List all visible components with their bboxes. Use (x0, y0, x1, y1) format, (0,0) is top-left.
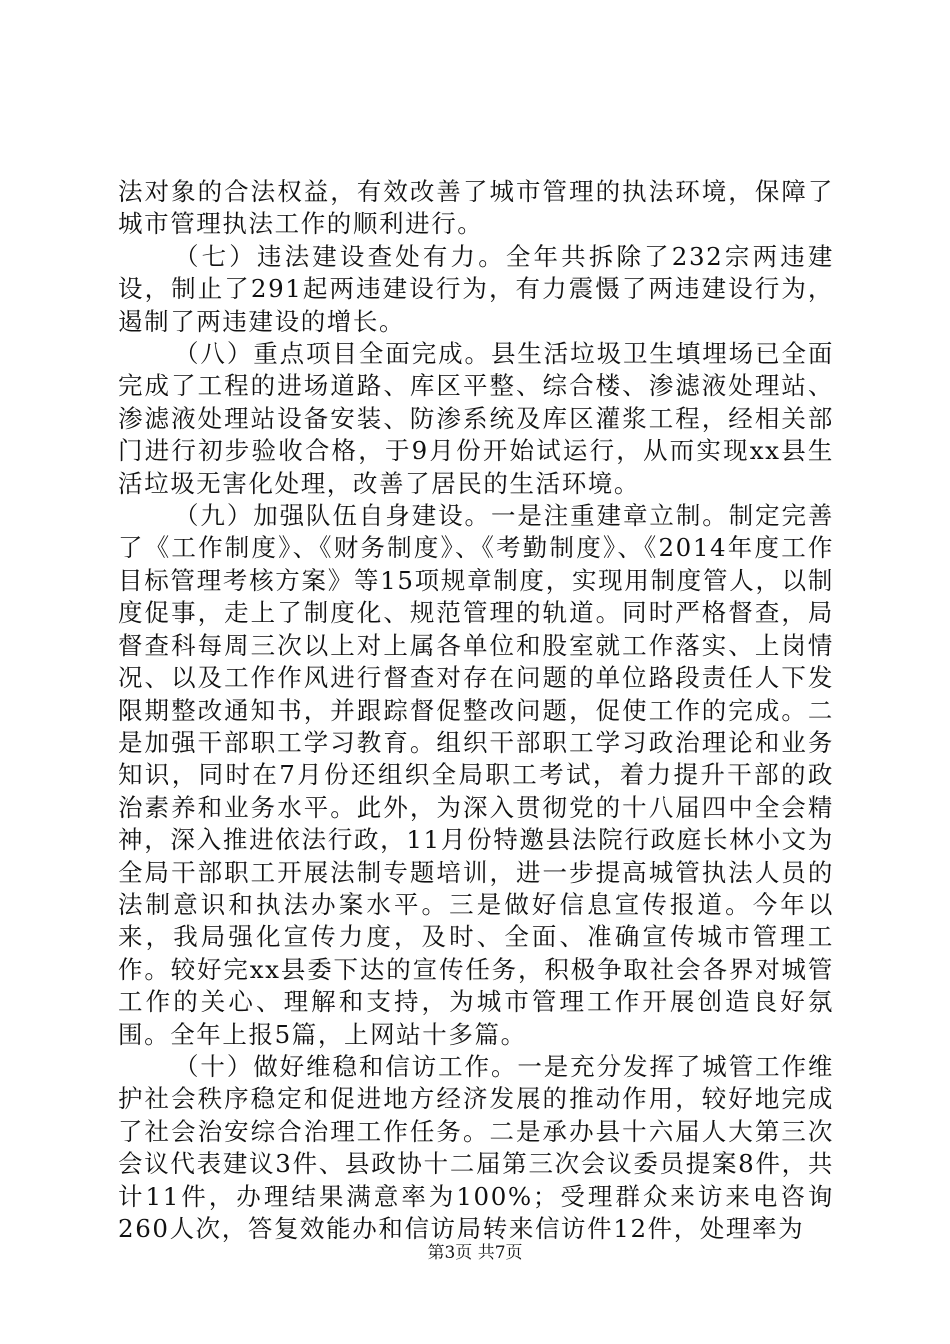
paragraph-item-9-team-building: （九）加强队伍自身建设。一是注重建章立制。制定完善了《工作制度》、《财务制度》、《考勤制度》、《2014年度工作目标管理考核方案》等15项规章制度，实现用制度管人，以制度促事，走上了制度化、规范管理的轨道。同时严格督查，局督查科每周三次以上对上属各单位和股室就工作落实、上岗情况、以及工作作风进行督查对存在问题的单位路段责任人下发限期整改通知书，并跟踪督促整改问题，促使工作的完成。二是加强干部职工学习教育。组织干部职工学习政治理论和业务知识，同时在7月份还组织全局职工考试，着力提升干部的政治素养和业务水平。此外，为深入贯彻党的十八届四中全会精神，深入推进依法行政，11月份特邀县法院行政庭长林小文为全局干部职工开展法制专题培训，进一步提高城管执法人员的法制意识和执法办案水平。三是做好信息宣传报道。今年以来，我局强化宣传力度，及时、全面、准确宣传城市管理工作。较好完xx县委下达的宣传任务，积极争取社会各界对城管工作的关心、理解和支持，为城市管理工作开展创造良好氛围。全年上报5篇，上网站十多篇。 (118, 501, 834, 1049)
page-footer: 第3页 共7页 (427, 1243, 523, 1263)
paragraph-item-10-stability-petitions: （十）做好维稳和信访工作。一是充分发挥了城管工作维护社会秩序稳定和促进地方经济发展的推动作用，较好地完成了社会治安综合治理工作任务。二是承办县十六届人大第三次会议代表建议3件、县政协十二届第三次会议委员提案8件，共计11件，办理结果满意率为100%；受理群众来访来电咨询260人次，答复效能办和信访局转来信访件12件，处理率为 (118, 1051, 834, 1243)
document-body (118, 176, 834, 1245)
paragraph-continuation: 法对象的合法权益，有效改善了城市管理的执法环境，保障了城市管理执法工作的顺利进行。 (118, 177, 834, 239)
paragraph-item-7-illegal-construction: （七）违法建设查处有力。全年共拆除了232宗两违建设，制止了291起两违建设行为，有力震慑了两违建设行为，遏制了两违建设的增长。 (118, 241, 834, 336)
paragraph-item-8-key-projects: （八）重点项目全面完成。县生活垃圾卫生填埋场已全面完成了工程的进场道路、库区平整、综合楼、渗滤液处理站、渗滤液处理站设备安装、防渗系统及库区灌浆工程，经相关部门进行初步验收合格，于9月份开始试运行，从而实现xx县生活垃圾无害化处理，改善了居民的生活环境。 (118, 339, 834, 498)
